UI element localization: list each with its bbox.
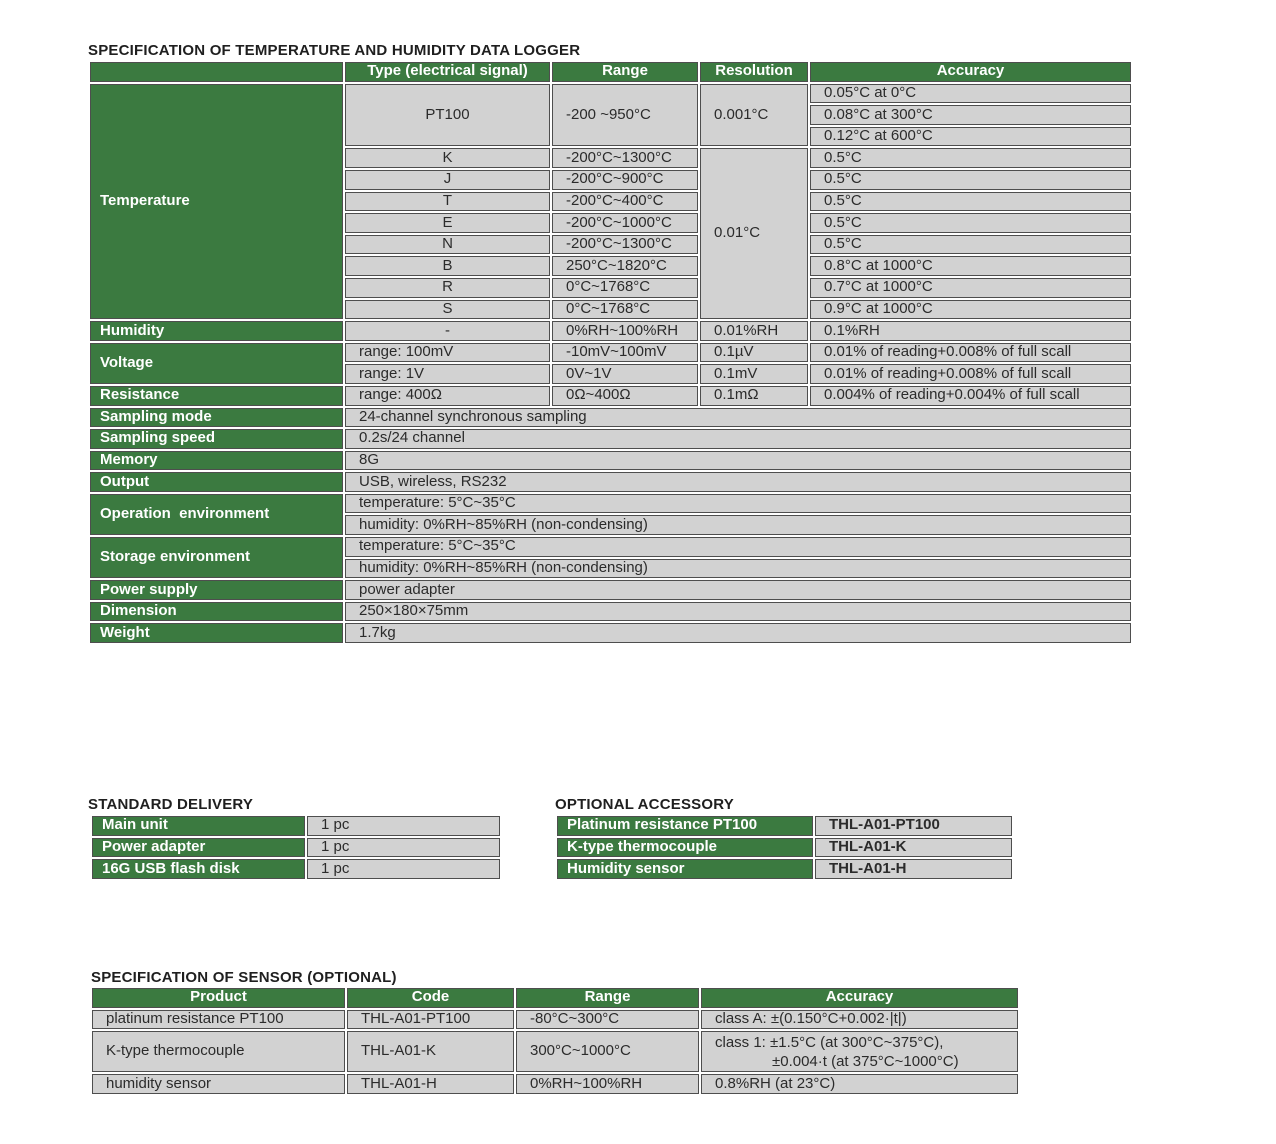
row-label-weight: Weight (90, 623, 343, 643)
column-header-accuracy: Accuracy (701, 988, 1018, 1008)
range-cell: -200°C~400°C (552, 192, 698, 212)
row-label-usb-flash-disk: 16G USB flash disk (92, 859, 305, 879)
resolution-cell: 0.001°C (700, 84, 808, 147)
type-cell: E (345, 213, 550, 233)
value-cell: humidity: 0%RH~85%RH (non-condensing) (345, 515, 1131, 535)
range-cell: 0°C~1768°C (552, 300, 698, 320)
range-cell: 0%RH~100%RH (552, 321, 698, 341)
column-header-accuracy: Accuracy (810, 62, 1131, 82)
accuracy-line-1: class 1: ±1.5°C (at 300°C~375°C), (715, 1033, 944, 1051)
table-row (90, 537, 1131, 557)
table-row (90, 451, 1131, 471)
table-row (92, 1031, 1018, 1072)
table-row (557, 816, 1012, 836)
product-cell: platinum resistance PT100 (92, 1010, 345, 1030)
accuracy-cell: 0.5°C (810, 235, 1131, 255)
accuracy-cell: 0.8%RH (at 23°C) (701, 1074, 1018, 1094)
type-cell: B (345, 256, 550, 276)
quantity-cell: 1 pc (307, 838, 500, 858)
accuracy-cell: 0.1%RH (810, 321, 1131, 341)
row-label-storage-environment: Storage environment (90, 537, 343, 578)
corner-header-cell (90, 62, 343, 82)
accuracy-cell: 0.9°C at 1000°C (810, 300, 1131, 320)
range-cell: 0%RH~100%RH (516, 1074, 699, 1094)
row-label-temperature: Temperature (90, 84, 343, 320)
standard-delivery-title: STANDARD DELIVERY (88, 796, 254, 813)
row-label-dimension: Dimension (90, 602, 343, 622)
column-header-range: Range (516, 988, 699, 1008)
row-label-resistance: Resistance (90, 386, 343, 406)
range-cell: -200 ~950°C (552, 84, 698, 147)
range-cell: 0V~1V (552, 364, 698, 384)
table-row (90, 494, 1131, 514)
code-cell: THL-A01-K (347, 1031, 514, 1072)
range-cell: -200°C~1000°C (552, 213, 698, 233)
column-header-type: Type (electrical signal) (345, 62, 550, 82)
optional-accessory-title: OPTIONAL ACCESSORY (555, 796, 734, 813)
type-cell: J (345, 170, 550, 190)
table-row (92, 1010, 1018, 1030)
value-cell: humidity: 0%RH~85%RH (non-condensing) (345, 559, 1131, 579)
accuracy-cell (701, 1031, 1018, 1072)
table-row (90, 386, 1131, 406)
table-row (92, 816, 500, 836)
column-header-range: Range (552, 62, 698, 82)
accuracy-line-2: ±0.004·t (at 375°C~1000°C) (772, 1052, 959, 1070)
range-cell: -200°C~900°C (552, 170, 698, 190)
accuracy-cell: 0.8°C at 1000°C (810, 256, 1131, 276)
accuracy-cell: 0.12°C at 600°C (810, 127, 1131, 147)
range-cell: -80°C~300°C (516, 1010, 699, 1030)
accuracy-cell: 0.7°C at 1000°C (810, 278, 1131, 298)
row-label-main-unit: Main unit (92, 816, 305, 836)
range-cell: 0°C~1768°C (552, 278, 698, 298)
table-row (90, 84, 1131, 104)
type-cell: T (345, 192, 550, 212)
table-row (92, 859, 500, 879)
accuracy-cell: class A: ±(0.150°C+0.002·|t|) (701, 1010, 1018, 1030)
model-code-cell: THL-A01-H (815, 859, 1012, 879)
type-cell: range: 400Ω (345, 386, 550, 406)
row-label-power-supply: Power supply (90, 580, 343, 600)
product-cell: humidity sensor (92, 1074, 345, 1094)
row-label-humidity-sensor: Humidity sensor (557, 859, 813, 879)
accuracy-cell: 0.01% of reading+0.008% of full scall (810, 364, 1131, 384)
model-code-cell: THL-A01-PT100 (815, 816, 1012, 836)
range-cell: -10mV~100mV (552, 343, 698, 363)
type-cell: R (345, 278, 550, 298)
resolution-cell: 0.1mV (700, 364, 808, 384)
type-cell: S (345, 300, 550, 320)
column-header-product: Product (92, 988, 345, 1008)
table-row (92, 838, 500, 858)
row-label-sampling-mode: Sampling mode (90, 408, 343, 428)
range-cell: 0Ω~400Ω (552, 386, 698, 406)
value-cell: 250×180×75mm (345, 602, 1131, 622)
value-cell: temperature: 5°C~35°C (345, 494, 1131, 514)
table-row (90, 580, 1131, 600)
value-cell: 24-channel synchronous sampling (345, 408, 1131, 428)
quantity-cell: 1 pc (307, 816, 500, 836)
range-cell: 300°C~1000°C (516, 1031, 699, 1072)
row-label-pt100-sensor: Platinum resistance PT100 (557, 816, 813, 836)
table-row (557, 859, 1012, 879)
header-row (90, 62, 1131, 82)
range-cell: 250°C~1820°C (552, 256, 698, 276)
table-row (90, 472, 1131, 492)
value-cell: temperature: 5°C~35°C (345, 537, 1131, 557)
table-row (90, 343, 1131, 363)
column-header-resolution: Resolution (700, 62, 808, 82)
code-cell: THL-A01-PT100 (347, 1010, 514, 1030)
table-row (92, 1074, 1018, 1094)
column-header-code: Code (347, 988, 514, 1008)
header-row (92, 988, 1018, 1008)
accuracy-cell: 0.5°C (810, 192, 1131, 212)
main-spec-title: SPECIFICATION OF TEMPERATURE AND HUMIDITY DATA LOGGER (88, 42, 581, 59)
quantity-cell: 1 pc (307, 859, 500, 879)
product-cell: K-type thermocouple (92, 1031, 345, 1072)
range-cell: -200°C~1300°C (552, 235, 698, 255)
row-label-memory: Memory (90, 451, 343, 471)
value-cell: 0.2s/24 channel (345, 429, 1131, 449)
table-row (557, 838, 1012, 858)
accuracy-cell: 0.01% of reading+0.008% of full scall (810, 343, 1131, 363)
row-label-sampling-speed: Sampling speed (90, 429, 343, 449)
resolution-cell: 0.01%RH (700, 321, 808, 341)
accuracy-cell: 0.08°C at 300°C (810, 105, 1131, 125)
type-cell: K (345, 148, 550, 168)
row-label-power-adapter: Power adapter (92, 838, 305, 858)
accuracy-cell: 0.5°C (810, 148, 1131, 168)
row-label-k-thermocouple: K-type thermocouple (557, 838, 813, 858)
resolution-cell: 0.1µV (700, 343, 808, 363)
row-label-humidity: Humidity (90, 321, 343, 341)
sensor-spec-title: SPECIFICATION OF SENSOR (OPTIONAL) (91, 969, 397, 986)
code-cell: THL-A01-H (347, 1074, 514, 1094)
type-cell: range: 1V (345, 364, 550, 384)
value-cell: 1.7kg (345, 623, 1131, 643)
type-cell: - (345, 321, 550, 341)
table-row (90, 321, 1131, 341)
table-row (90, 429, 1131, 449)
accuracy-cell: 0.004% of reading+0.004% of full scall (810, 386, 1131, 406)
type-cell: range: 100mV (345, 343, 550, 363)
main-spec-table (88, 60, 1133, 645)
type-cell: N (345, 235, 550, 255)
type-cell: PT100 (345, 84, 550, 147)
optional-accessory-table (555, 814, 1014, 881)
row-label-output: Output (90, 472, 343, 492)
resolution-cell: 0.1mΩ (700, 386, 808, 406)
range-cell: -200°C~1300°C (552, 148, 698, 168)
model-code-cell: THL-A01-K (815, 838, 1012, 858)
row-label-operation-environment: Operation environment (90, 494, 343, 535)
resolution-cell: 0.01°C (700, 148, 808, 319)
row-label-voltage: Voltage (90, 343, 343, 384)
accuracy-cell: 0.5°C (810, 170, 1131, 190)
table-row (90, 408, 1131, 428)
value-cell: USB, wireless, RS232 (345, 472, 1131, 492)
table-row (90, 602, 1131, 622)
accuracy-cell: 0.5°C (810, 213, 1131, 233)
accuracy-cell: 0.05°C at 0°C (810, 84, 1131, 104)
sensor-spec-table (90, 986, 1020, 1096)
value-cell: power adapter (345, 580, 1131, 600)
value-cell: 8G (345, 451, 1131, 471)
table-row (90, 623, 1131, 643)
standard-delivery-table (90, 814, 502, 881)
